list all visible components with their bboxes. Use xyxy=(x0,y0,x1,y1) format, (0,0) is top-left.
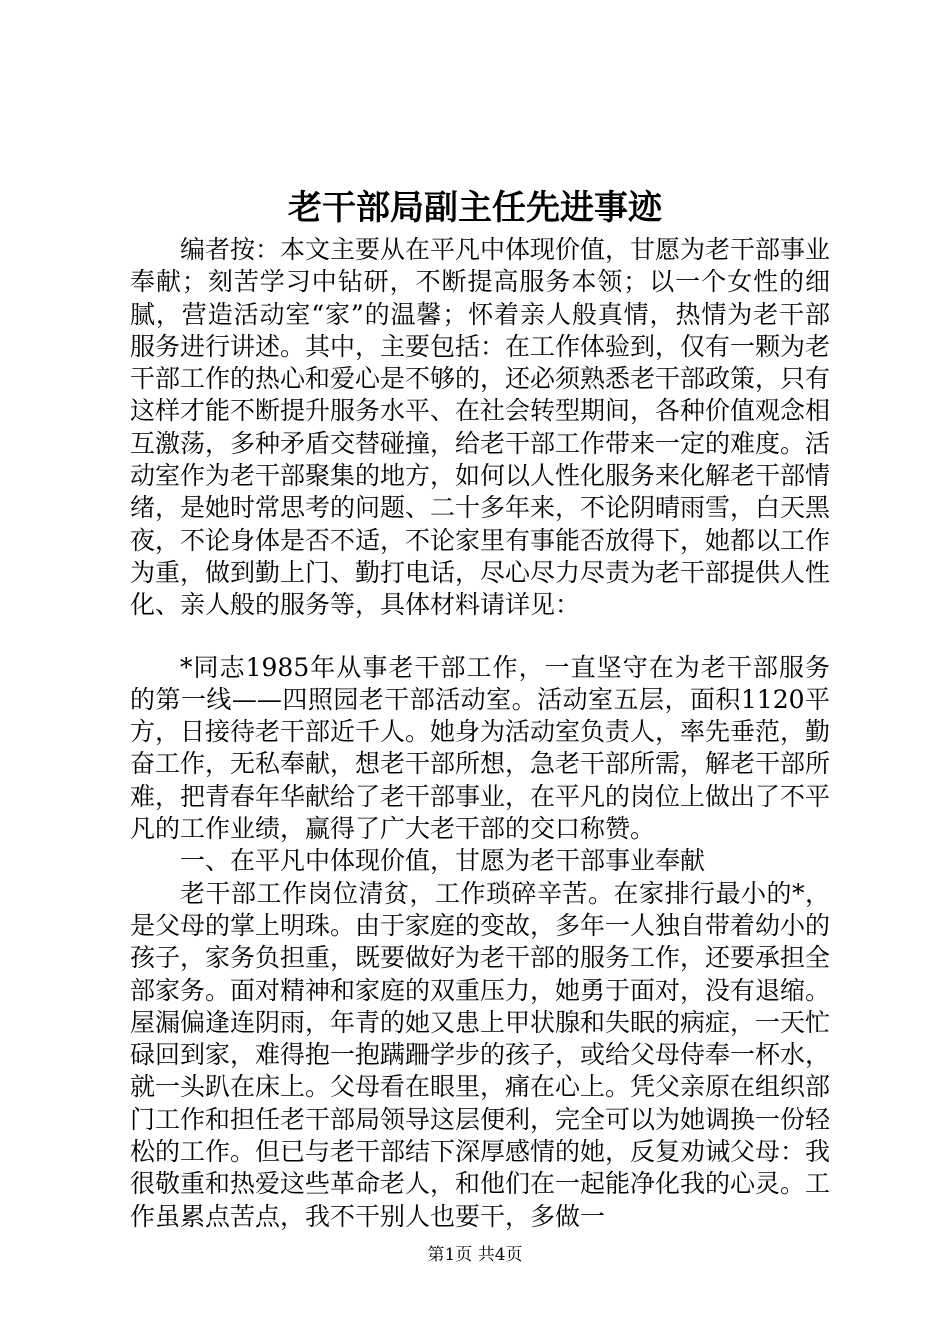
page-number-footer: 第1页 共4页 xyxy=(427,1245,523,1265)
document-title: 老干部局副主任先进事迹 xyxy=(288,188,662,228)
section-heading: 一、在平凡中体现价值，甘愿为老干部事业奉献 xyxy=(180,846,706,876)
paragraph-spacer xyxy=(130,622,830,652)
editor-note-paragraph: 编者按：本文主要从在平凡中体现价值，甘愿为老干部事业奉献；刻苦学习中钻研，不断提高服务本领；以一个女性的细腻，营造活动室“家”的温馨；怀着亲人般真情，热情为老干部服务进行讲述。其中，主要包括：在工作体验到，仅有一颗为老干部工作的热心和爱心是不够的，还必须熟悉老干部政策，只有这样才能不断提升服务水平、在社会转型期间，各种价值观念相互激荡，多种矛盾交替碰撞，给老干部工作带来一定的难度。活动室作为老干部聚集的地方，如何以人性化服务来化解老干部情绪，是她时常思考的问题、二十多年来，不论阴晴雨雪，白天黑夜，不论身体是否不适，不论家里有事能否放得下，她都以工作为重，做到勤上门、勤打电话，尽心尽力尽责为老干部提供人性化、亲人般的服务等，具体材料请详见： xyxy=(130,235,831,620)
section-paragraph: 老干部工作岗位清贫，工作琐碎辛苦。在家排行最小的*，是父母的掌上明珠。由于家庭的变故，多年一人独自带着幼小的孩子，家务负担重，既要做好为老干部的服务工作，还要承担全部家务。面对精神和家庭的双重压力，她勇于面对，没有退缩。屋漏偏逢连阴雨，年青的她又患上甲状腺和失眠的病症，一天忙碌回到家，难得抱一抱蹒跚学步的孩子，或给父母侍奉一杯水，就一头趴在床上。父母看在眼里，痛在心上。凭父亲原在组织部门工作和担任老干部局领导这层便利，完全可以为她调换一份轻松的工作。但已与老干部结下深厚感情的她，反复劝诫父母：我很敬重和热爱这些革命老人，和他们在一起能净化我的心灵。工作虽累点苦点，我不干别人也要干，多做一 xyxy=(130,878,831,1231)
intro-paragraph: *同志1985年从事老干部工作，一直坚守在为老干部服务的第一线——四照园老干部活动室。活动室五层，面积1120平方，日接待老干部近千人。她身为活动室负责人，率先垂范，勤奋工作，无私奉献，想老干部所想，急老干部所需，解老干部所难，把青春年华献给了老干部事业，在平凡的岗位上做出了不平凡的工作业绩，赢得了广大老干部的交口称赞。 xyxy=(130,652,831,844)
document-body xyxy=(130,234,830,1233)
